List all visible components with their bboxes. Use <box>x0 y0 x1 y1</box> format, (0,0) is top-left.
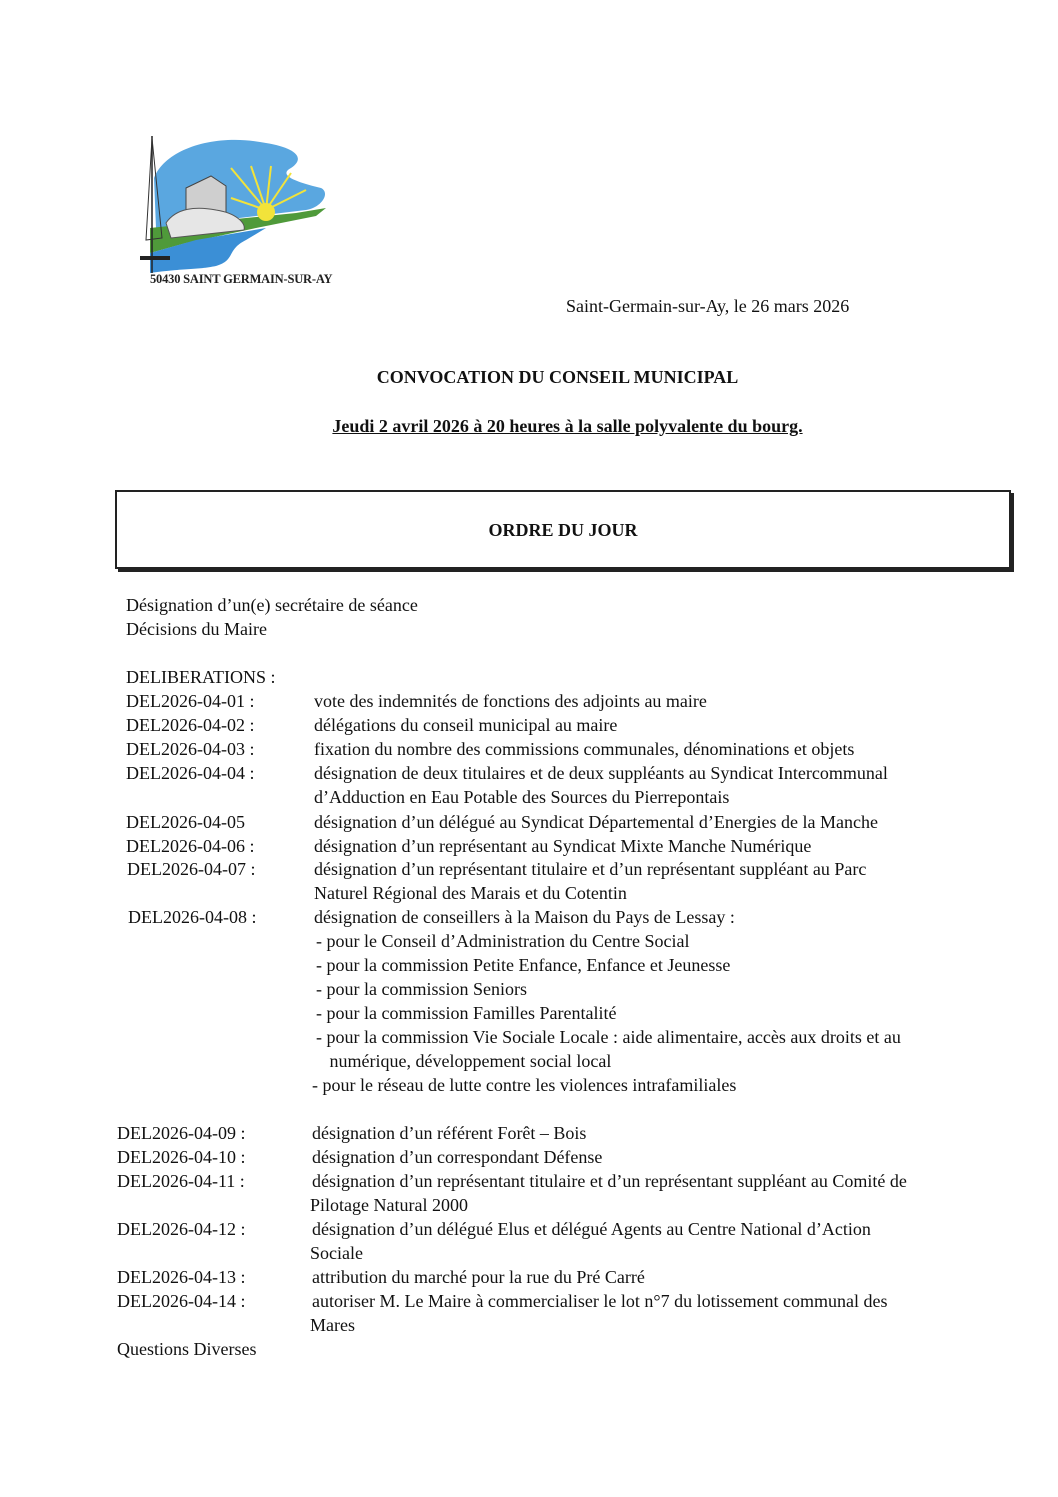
deliberation-text: désignation d’un représentant au Syndicat Mixte Manche Numérique <box>314 836 812 856</box>
deliberation-code: DEL2026-04-09 : <box>117 1123 246 1143</box>
agenda-title: ORDRE DU JOUR <box>488 520 638 540</box>
deliberation-subitem: - pour le Conseil d’Administration du Centre Social <box>316 931 690 951</box>
deliberation-code: DEL2026-04-03 : <box>126 739 255 759</box>
deliberation-text: Naturel Régional des Marais et du Cotentin <box>314 883 627 903</box>
deliberation-text: autoriser M. Le Maire à commercialiser le lot n°7 du lotissement communal des <box>312 1291 888 1311</box>
deliberation-text: désignation d’un référent Forêt – Bois <box>312 1123 587 1143</box>
deliberation-text: délégations du conseil municipal au maire <box>314 715 618 735</box>
deliberation-text: désignation d’un correspondant Défense <box>312 1147 603 1167</box>
logo-caption: 50430 SAINT GERMAIN-SUR-AY <box>150 272 333 286</box>
deliberation-code: DEL2026-04-12 : <box>117 1219 246 1239</box>
deliberation-code: DEL2026-04-08 : <box>128 907 257 927</box>
deliberation-subitem: numérique, développement social local <box>316 1051 612 1071</box>
municipal-logo <box>126 128 336 293</box>
deliberation-text: attribution du marché pour la rue du Pré Carré <box>312 1267 645 1287</box>
deliberation-code: DEL2026-04-07 : <box>127 859 256 879</box>
deliberation-text: désignation d’un délégué au Syndicat Départemental d’Energies de la Manche <box>314 812 878 832</box>
deliberation-text: Pilotage Natural 2000 <box>310 1195 468 1215</box>
saint-germain-logo-icon <box>126 128 336 293</box>
deliberation-text: vote des indemnités de fonctions des adjoints au maire <box>314 691 707 711</box>
deliberation-text: désignation de conseillers à la Maison du Pays de Lessay : <box>314 907 735 927</box>
deliberation-text: d’Adduction en Eau Potable des Sources du Pierrepontais <box>314 787 730 807</box>
document-title: CONVOCATION DU CONSEIL MUNICIPAL <box>376 367 739 387</box>
deliberation-code: DEL2026-04-02 : <box>126 715 255 735</box>
intro-item: Décisions du Maire <box>126 619 267 639</box>
deliberation-text: désignation d’un représentant titulaire et d’un représentant suppléant au Comité de <box>312 1171 907 1191</box>
deliberation-subitem: - pour la commission Petite Enfance, Enfance et Jeunesse <box>316 955 731 975</box>
deliberation-subitem: - pour la commission Seniors <box>316 979 527 999</box>
deliberation-code: DEL2026-04-11 : <box>117 1171 245 1191</box>
questions-diverses: Questions Diverses <box>117 1339 257 1359</box>
intro-item: Désignation d’un(e) secrétaire de séance <box>126 595 418 615</box>
dateline: Saint-Germain-sur-Ay, le 26 mars 2026 <box>566 296 850 316</box>
meeting-details: Jeudi 2 avril 2026 à 20 heures à la salle polyvalente du bourg. <box>332 416 803 436</box>
deliberation-text: fixation du nombre des commissions communales, dénominations et objets <box>314 739 855 759</box>
deliberation-code: DEL2026-04-06 : <box>126 836 255 856</box>
deliberation-code: DEL2026-04-04 : <box>126 763 255 783</box>
deliberation-subitem: - pour la commission Familles Parentalité <box>316 1003 617 1023</box>
deliberation-subitem: - pour le réseau de lutte contre les violences intrafamiliales <box>312 1075 737 1095</box>
deliberation-code: DEL2026-04-13 : <box>117 1267 246 1287</box>
deliberation-text: désignation de deux titulaires et de deux suppléants au Syndicat Intercommunal <box>314 763 888 783</box>
deliberation-text: Mares <box>310 1315 355 1335</box>
deliberation-code: DEL2026-04-01 : <box>126 691 255 711</box>
deliberation-text: désignation d’un délégué Elus et délégué Agents au Centre National d’Action <box>312 1219 871 1239</box>
deliberation-code: DEL2026-04-14 : <box>117 1291 246 1311</box>
deliberation-text: Sociale <box>310 1243 363 1263</box>
deliberation-code: DEL2026-04-05 <box>126 812 245 832</box>
deliberations-heading: DELIBERATIONS : <box>126 667 276 687</box>
deliberation-subitem: - pour la commission Vie Sociale Locale : aide alimentaire, accès aux droits et au <box>316 1027 901 1047</box>
deliberation-text: désignation d’un représentant titulaire et d’un représentant suppléant au Parc <box>314 859 867 879</box>
agenda-box <box>115 490 1011 569</box>
deliberation-code: DEL2026-04-10 : <box>117 1147 246 1167</box>
